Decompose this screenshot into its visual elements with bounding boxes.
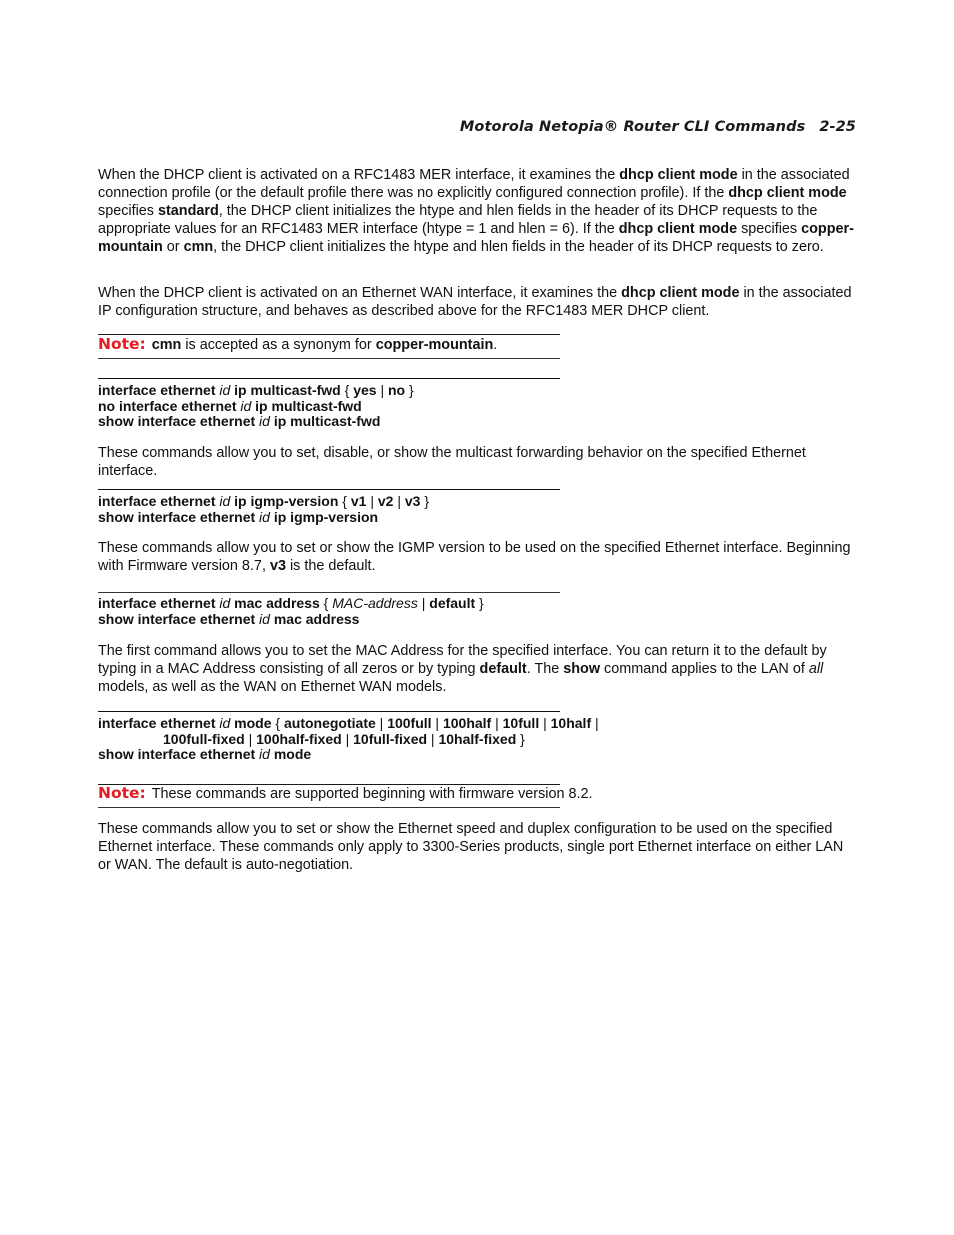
- command-multicast-fwd: interface ethernet id ip multicast-fwd { yes | no } no interface ethernet id ip multicast-fwd show interface ethernet id ip multicast-fwd: [98, 382, 414, 429]
- command-rule: [98, 711, 560, 712]
- command-mac-address: interface ethernet id mac address { MAC-address | default } show interface ethernet id mac address: [98, 595, 484, 627]
- dhcp-mer-paragraph: When the DHCP client is activated on a RFC1483 MER interface, it examines the dhcp client mode in the associated connection profile (or the default profile there was no explicitly configured connection profile). If the dhcp client mode specifies standard, the DHCP client initializes the htype and hlen fields in the header of its DHCP requests to the appropriate values for an RFC1483 MER interface (htype = 1 and hlen = 6). If the dhcp client mode specifies copper-mountain or cmn, the DHCP client initializes the htype and hlen fields in the header of its DHCP requests to zero.: [98, 167, 854, 255]
- note-bottom-rule: [98, 358, 560, 359]
- note-cmn-synonym: Note: cmn is accepted as a synonym for copper-mountain.: [98, 335, 498, 353]
- command-rule: [98, 489, 560, 490]
- note-label: Note:: [98, 335, 146, 353]
- multicast-description: These commands allow you to set, disable, or show the multicast forwarding behavior on the specified Ethernet interface.: [98, 445, 806, 479]
- running-title: Motorola Netopia® Router CLI Commands: [459, 119, 806, 135]
- running-header: [460, 119, 856, 135]
- command-ethernet-mode: interface ethernet id mode { autonegotiate | 100full | 100half | 10full | 10half | 100full-fixed | 100half-fixed | 10full-fixed | 10half-fixed } show interface ethernet id mode: [98, 715, 599, 762]
- ethernet-mode-description: These commands allow you to set or show the Ethernet speed and duplex configuration to be used on the specified Ethernet interface. These commands only apply to 3300-Series products, single port Ethernet interface on either LAN or WAN. The default is auto-negotiation.: [98, 821, 844, 873]
- command-igmp-version: interface ethernet id ip igmp-version { v1 | v2 | v3 } show interface ethernet id ip igmp-version: [98, 493, 430, 525]
- mac-description: The first command allows you to set the MAC Address for the specified interface. You can return it to the default by typing in a MAC Address consisting of all zeros or by typing default. The show command applies to the LAN of all models, as well as the WAN on Ethernet WAN models.: [98, 643, 827, 695]
- command-rule: [98, 592, 560, 593]
- note-firmware-version: Note: These commands are supported beginning with firmware version 8.2.: [98, 784, 593, 802]
- command-rule: [98, 378, 560, 379]
- dhcp-ethernet-wan-paragraph: When the DHCP client is activated on an Ethernet WAN interface, it examines the dhcp client mode in the associated IP configuration structure, and behaves as described above for the RFC1483 MER DHCP client.: [98, 285, 852, 319]
- igmp-description: These commands allow you to set or show the IGMP version to be used on the specified Ethernet interface. Beginning with Firmware version 8.7, v3 is the default.: [98, 540, 851, 574]
- page-number: 2-25: [819, 119, 856, 135]
- note-bottom-rule: [98, 807, 560, 808]
- note-label: Note:: [98, 784, 146, 802]
